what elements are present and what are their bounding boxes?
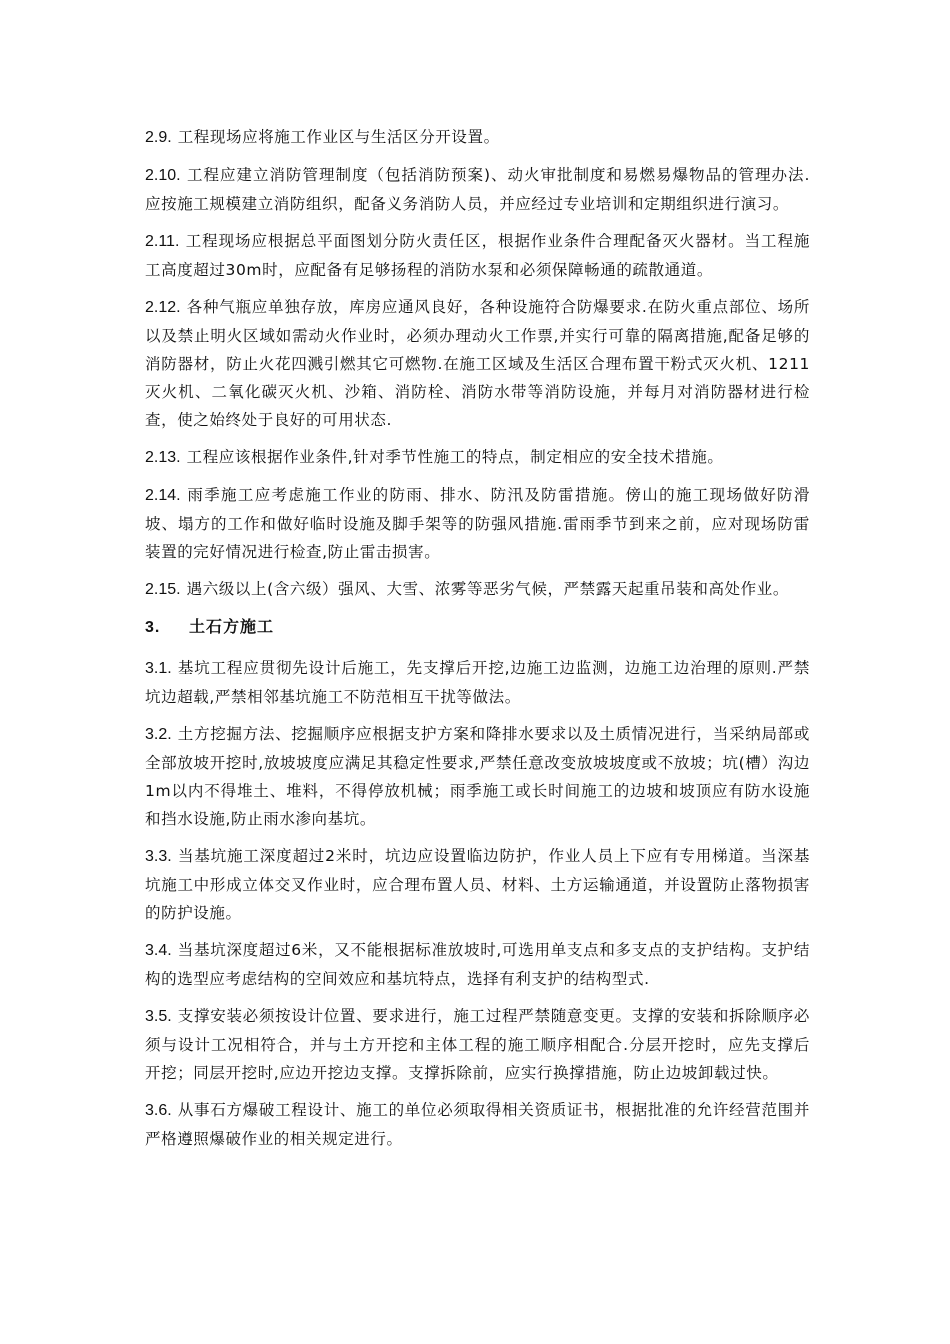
clause-number: 3.2. bbox=[145, 726, 172, 743]
document-body bbox=[145, 123, 810, 1162]
clause-number: 3.1. bbox=[145, 660, 172, 677]
clause-number: 2.12. bbox=[145, 299, 181, 316]
clause-text: 工程现场应将施工作业区与生活区分开设置。 bbox=[177, 128, 500, 146]
clause-text: 当基坑施工深度超过2米时，坑边应设置临边防护，作业人员上下应有专用梯道。当深基坑施工中形成立体交叉作业时，应合理布置人员、材料、土方运输通道，并设置防止落物损害的防护设施。 bbox=[145, 847, 810, 922]
clause-text: 基坑工程应贯彻先设计后施工，先支撑后开挖,边施工边监测，边施工边治理的原则.严禁坑边超载,严禁相邻基坑施工不防范相互干扰等做法。 bbox=[145, 659, 810, 706]
clause-number: 3.6. bbox=[145, 1102, 172, 1119]
clause-number: 2.15. bbox=[145, 581, 181, 598]
clause-text: 支撑安装必须按设计位置、要求进行，施工过程严禁随意变更。支撑的安装和拆除顺序必须与设计工况相符合，并与土方开挖和主体工程的施工顺序相配合.分层开挖时，应先支撑后开挖；同层开挖时,应边开挖边支撑。支撑拆除前，应实行换撑措施，防止边坡卸载过快。 bbox=[145, 1007, 810, 1082]
section-number: 3. bbox=[145, 619, 161, 636]
paragraph-3-6 bbox=[145, 1096, 810, 1153]
clause-text: 土方挖掘方法、挖掘顺序应根据支护方案和降排水要求以及土质情况进行，当采纳局部或全部放坡开挖时,放坡坡度应满足其稳定性要求,严禁任意改变放坡坡度或不放坡；坑(槽）沟边1m以内不得堆土、堆料，不得停放机械；雨季施工或长时间施工的边坡和坡顶应有防水设施和挡水设施,防止雨水渗向基坑。 bbox=[145, 725, 810, 828]
clause-text: 工程应该根据作业条件,针对季节性施工的特点，制定相应的安全技术措施。 bbox=[186, 448, 724, 466]
paragraph-2-13 bbox=[145, 443, 810, 472]
clause-text: 工程现场应根据总平面图划分防火责任区，根据作业条件合理配备灭火器材。当工程施工高度超过30m时，应配备有足够扬程的消防水泵和必须保障畅通的疏散通道。 bbox=[145, 232, 810, 279]
paragraph-3-1 bbox=[145, 654, 810, 711]
paragraph-3-2 bbox=[145, 720, 810, 833]
clause-text: 遇六级以上(含六级）强风、大雪、浓雾等恶劣气候，严禁露天起重吊装和高处作业。 bbox=[186, 580, 789, 598]
paragraph-2-12 bbox=[145, 293, 810, 434]
paragraph-2-10 bbox=[145, 161, 810, 218]
paragraph-2-11 bbox=[145, 227, 810, 284]
clause-number: 3.3. bbox=[145, 848, 172, 865]
clause-text: 当基坑深度超过6米，又不能根据标准放坡时,可选用单支点和多支点的支护结构。支护结构的选型应考虑结构的空间效应和基坑特点，选择有利支护的结构型式. bbox=[145, 941, 810, 988]
clause-number: 2.10. bbox=[145, 167, 181, 184]
paragraph-3-4 bbox=[145, 936, 810, 993]
paragraph-2-14 bbox=[145, 481, 810, 566]
clause-number: 2.13. bbox=[145, 449, 181, 466]
clause-text: 工程应建立消防管理制度（包括消防预案)、动火审批制度和易燃易爆物品的管理办法.应按施工规模建立消防组织，配备义务消防人员，并应经过专业培训和定期组织进行演习。 bbox=[145, 166, 810, 213]
paragraph-2-15 bbox=[145, 575, 810, 604]
section-title: 土石方施工 bbox=[189, 617, 275, 636]
section-heading bbox=[145, 613, 810, 642]
clause-number: 2.11. bbox=[145, 233, 180, 250]
clause-text: 各种气瓶应单独存放，库房应通风良好，各种设施符合防爆要求.在防火重点部位、场所以及禁止明火区域如需动火作业时，必须办理动火工作票,并实行可靠的隔离措施,配备足够的消防器材，防止火花四溅引燃其它可燃物.在施工区域及生活区合理布置干粉式灭火机、1211灭火机、二氧化碳灭火机、沙箱、消防栓、消防水带等消防设施，并每月对消防器材进行检查，使之始终处于良好的可用状态. bbox=[145, 298, 810, 429]
paragraph-2-9 bbox=[145, 123, 810, 152]
paragraph-3-3 bbox=[145, 842, 810, 927]
clause-number: 3.4. bbox=[145, 942, 172, 959]
clause-number: 3.5. bbox=[145, 1008, 172, 1025]
clause-text: 从事石方爆破工程设计、施工的单位必须取得相关资质证书，根据批准的允许经营范围并严格遵照爆破作业的相关规定进行。 bbox=[145, 1101, 810, 1148]
paragraph-3-5 bbox=[145, 1002, 810, 1087]
clause-text: 雨季施工应考虑施工作业的防雨、排水、防汛及防雷措施。傍山的施工现场做好防滑坡、塌方的工作和做好临时设施及脚手架等的防强风措施.雷雨季节到来之前，应对现场防雷装置的完好情况进行检查,防止雷击损害。 bbox=[145, 486, 810, 561]
clause-number: 2.14. bbox=[145, 487, 181, 504]
clause-number: 2.9. bbox=[145, 129, 172, 146]
